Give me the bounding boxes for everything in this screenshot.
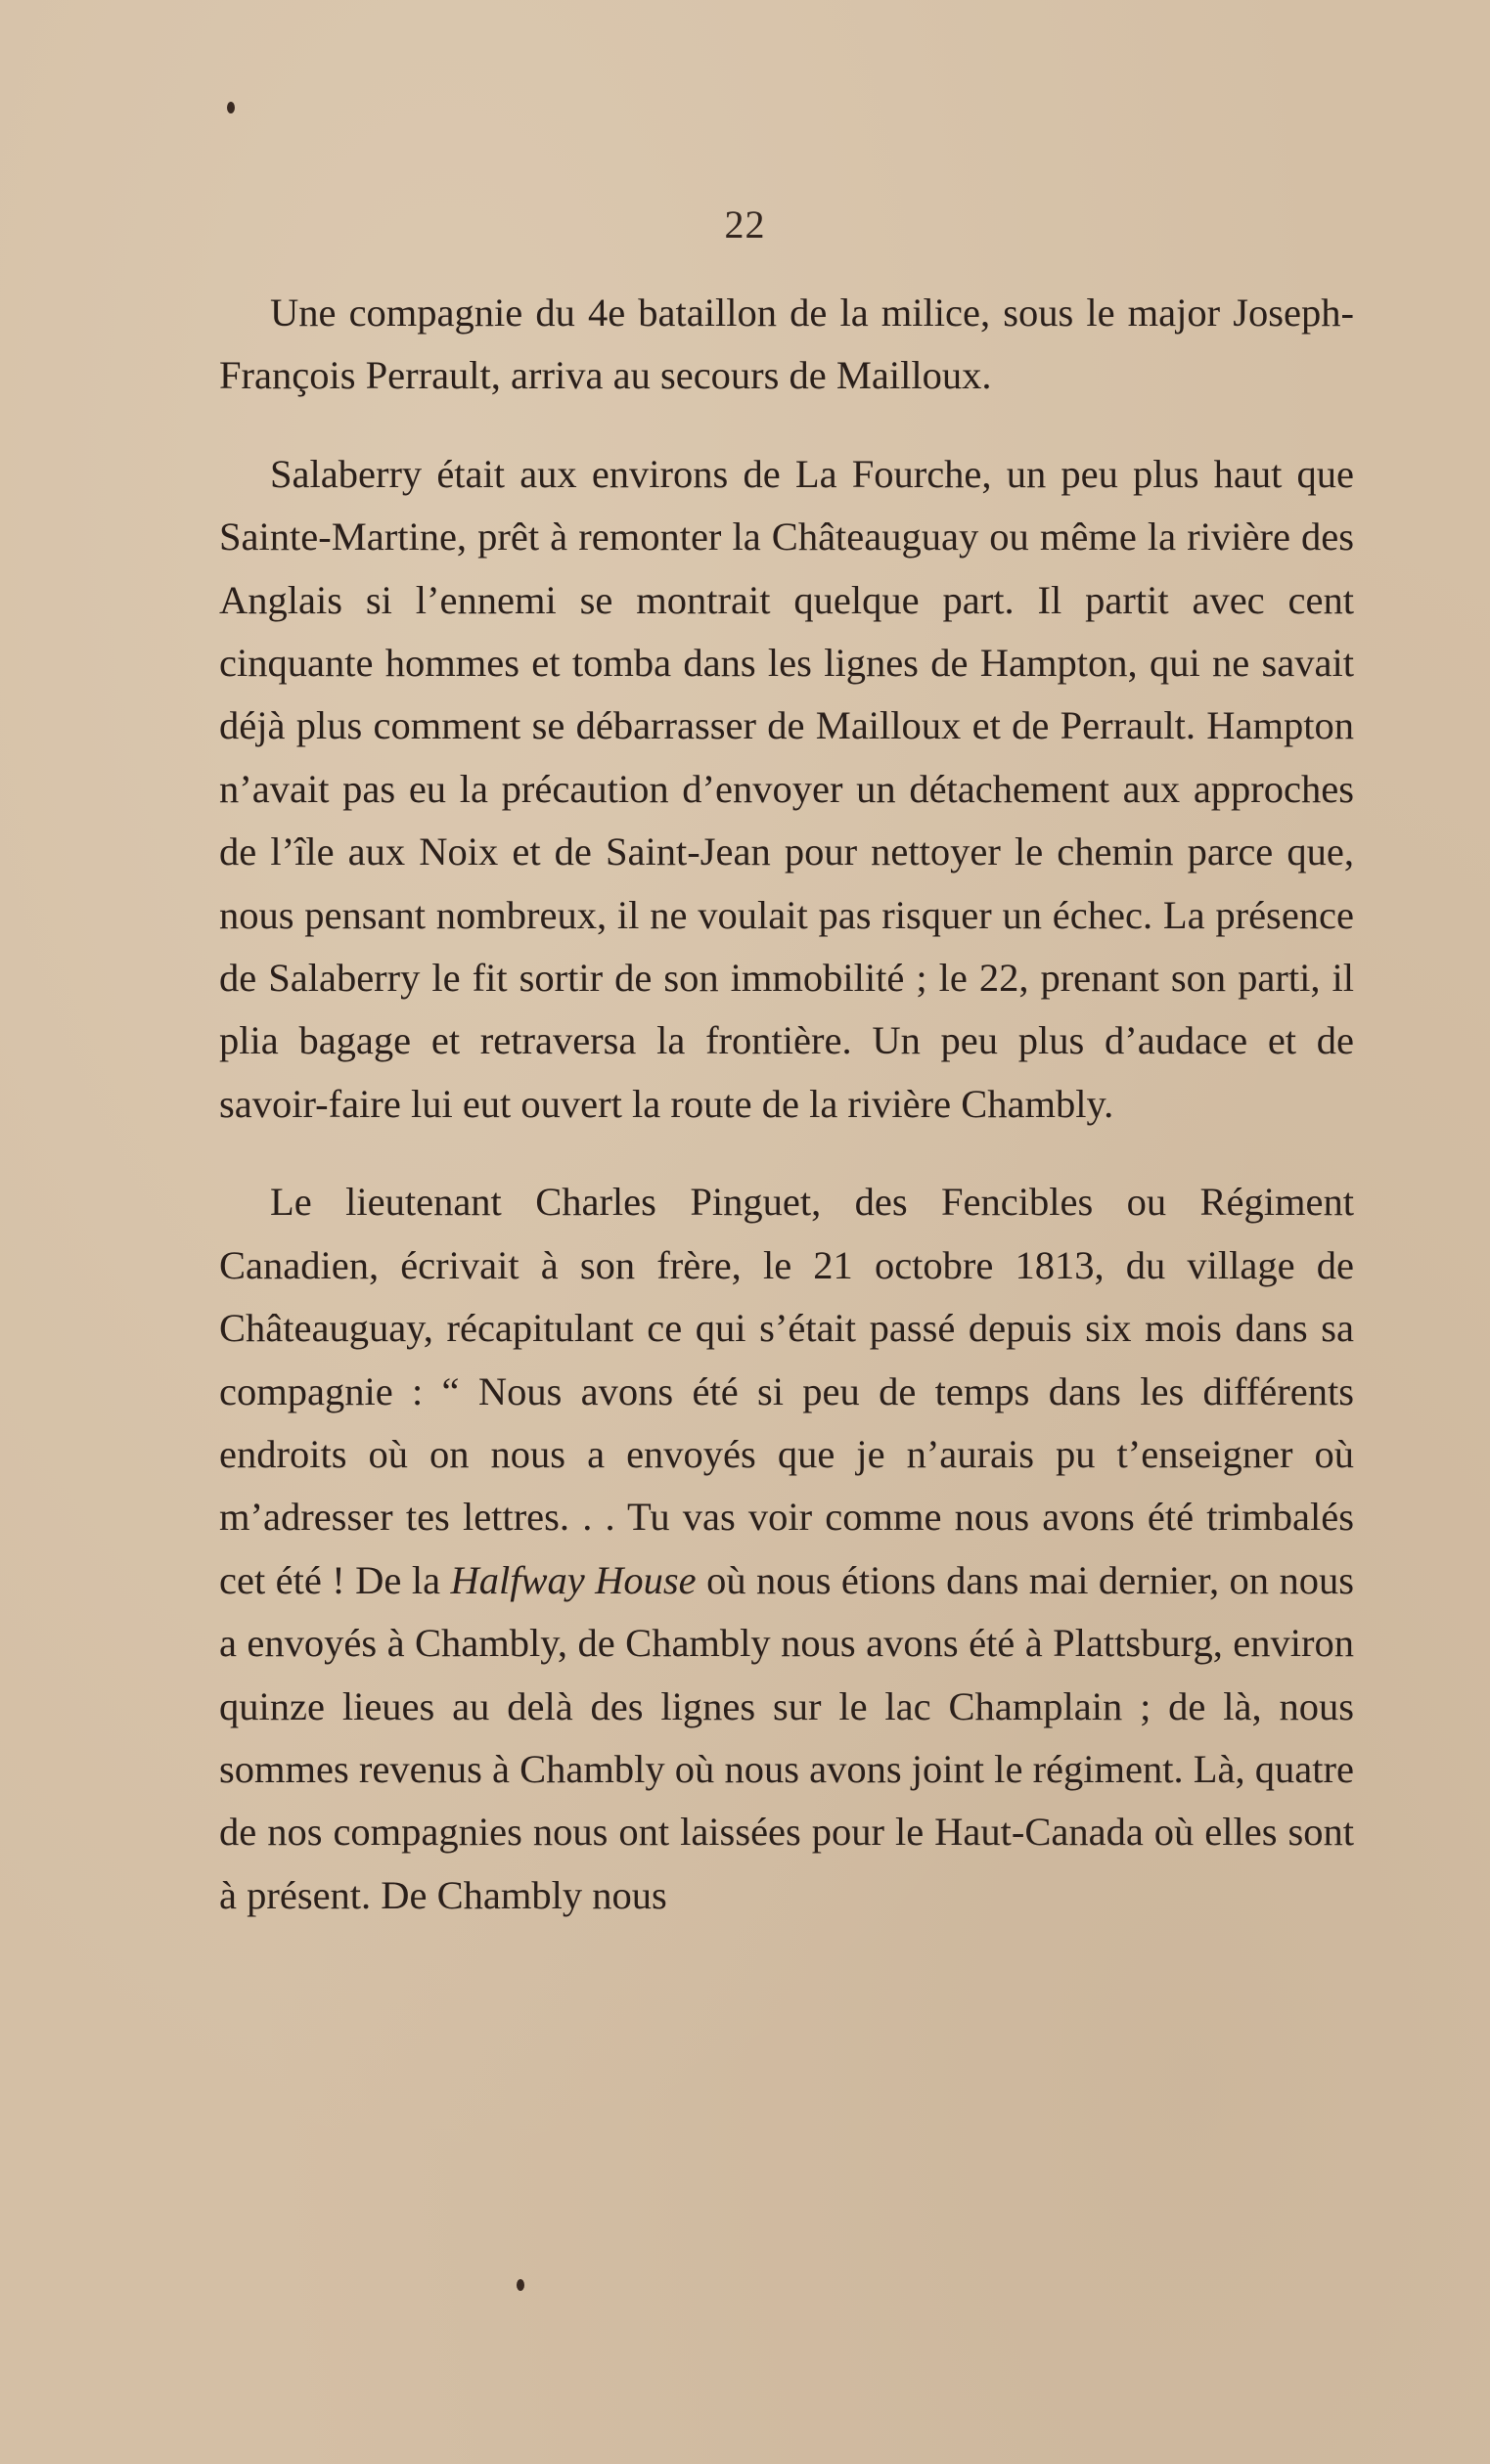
ink-speck (227, 102, 235, 113)
italic-place-name: Halfway House (450, 1557, 697, 1602)
body-text (219, 282, 1354, 1927)
paragraph: Salaberry était aux environs de La Fourche, un peu plus haut que Sainte-Martine, prêt à remonter la Châteauguay ou même la rivière des Anglais si l’ennemi se montrait quelque part. Il partit avec cent cinquante hommes et tomba dans les lignes de Hampton, qui ne savait déjà plus comment se débarrasser de Mailloux et de Perrault. Hampton n’avait pas eu la précaution d’envoyer un détachement aux approches de l’île aux Noix et de Saint-Jean pour nettoyer le chemin parce que, nous pensant nombreux, il ne voulait pas risquer un échec. La présence de Salaberry le fit sortir de son immobilité ; le 22, prenant son parti, il plia bagage et retraversa la frontière. Un peu plus d’audace et de savoir-faire lui eut ouvert la route de la rivière Chambly. (219, 451, 1354, 1126)
paragraph-text: Le lieutenant Charles Pinguet, des Fencibles ou Régiment Canadien, écrivait à son frère, le 21 octobre 1813, du village de Châteauguay, récapitulant ce qui s’était passé depuis six mois dans sa compagnie : “ Nous avons été si peu de temps dans les différents endroits où on nous a envoyés que je n’aurais pu t’enseigner où m’adresser tes lettres. . . Tu vas voir comme nous avons été trimbalés cet été ! De la (219, 1180, 1354, 1602)
paragraph (219, 1171, 1354, 1927)
ink-speck (517, 2279, 524, 2291)
paragraph-text: où nous étions dans mai dernier, on nous a envoyés à Chambly, de Chambly nous avons été à Plattsburg, environ quinze lieues au delà des lignes sur le lac Champlain ; de là, nous sommes revenus à Chambly où nous avons joint le régiment. Là, quatre de nos compagnies nous ont laissées pour le Haut-Canada où elles sont à présent. De Chambly nous (219, 1557, 1354, 1917)
page-number: 22 (724, 202, 766, 246)
paragraph: Une compagnie du 4e bataillon de la milice, sous le major Joseph-François Perrault, arriva au secours de Mailloux. (219, 291, 1354, 398)
